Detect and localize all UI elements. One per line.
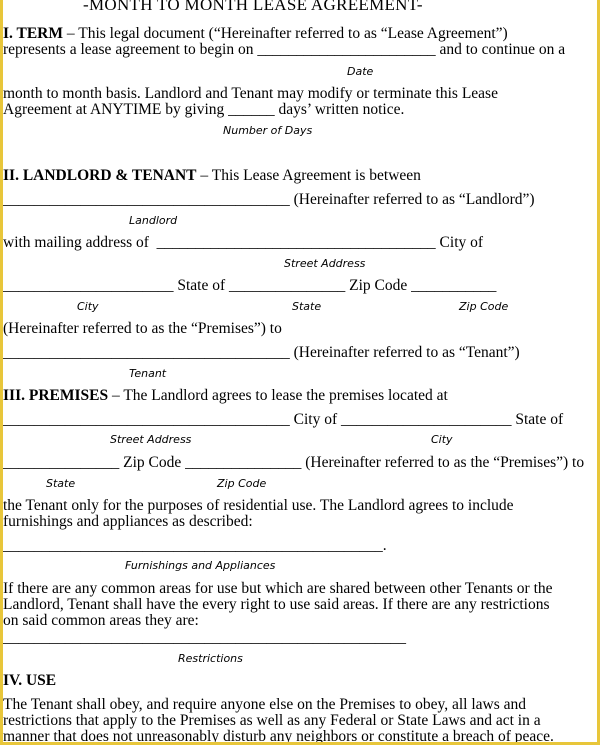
label-city: City <box>77 300 99 313</box>
label-zip-code: Zip Code <box>459 300 509 313</box>
label-zip-code: Zip Code <box>217 477 267 490</box>
label-state: State <box>46 477 76 490</box>
premises-line-3: _______________ Zip Code _______________ (Hereinafter referred to as the “Premises”) to <box>3 454 585 471</box>
premises-line-9: on said common areas they are: <box>3 612 199 629</box>
parties-line-6: _____________________________________ (Hereinafter referred to as “Tenant”) <box>3 344 520 361</box>
premises-line-8: Landlord, Tenant shall have the every right to use said areas. If there are any restrictions <box>3 596 550 613</box>
use-heading: IV. USE <box>3 672 57 689</box>
term-line-3: month to month basis. Landlord and Tenant may modify or terminate this Lease <box>3 85 498 102</box>
label-number-of-days: Number of Days <box>223 124 313 137</box>
label-city: City <box>431 433 453 446</box>
term-line-2: represents a lease agreement to begin on _______________________ and to continue on a <box>3 41 566 58</box>
label-landlord: Landlord <box>129 214 178 227</box>
parties-line-2: _____________________________________ (Hereinafter referred to as “Landlord”) <box>3 191 535 208</box>
premises-line-2: _____________________________________ City of ______________________ State of <box>3 411 564 428</box>
premises-line-1: III. PREMISES – The Landlord agrees to lease the premises located at <box>3 387 448 404</box>
label-street-address: Street Address <box>284 257 366 270</box>
use-line-3: manner that does not unreasonably disturb any neighbors or constitute a breach of peace. <box>3 728 554 745</box>
label-restrictions: Restrictions <box>178 652 243 665</box>
term-heading: I. TERM <box>3 25 64 42</box>
label-date: Date <box>347 65 374 78</box>
label-tenant: Tenant <box>129 367 167 380</box>
parties-line-1: II. LANDLORD & TENANT – This Lease Agreement is between <box>3 167 421 184</box>
use-line-2: restrictions that apply to the Premises as well as any Federal or State Laws and act in a <box>3 712 541 729</box>
premises-line-7: If there are any common areas for use but which are shared between other Tenants or the <box>3 580 553 597</box>
label-state: State <box>292 300 322 313</box>
premises-line-4: the Tenant only for the purposes of residential use. The Landlord agrees to include <box>3 497 514 514</box>
premises-line-5: furnishings and appliances as described: <box>3 513 253 530</box>
use-line-1: The Tenant shall obey, and require anyone else on the Premises to obey, all laws and <box>3 696 527 713</box>
label-street-address: Street Address <box>110 433 192 446</box>
label-furnishings-appliances: Furnishings and Appliances <box>125 559 276 572</box>
premises-line-6: _________________________________________________. <box>3 537 387 554</box>
parties-line-5: (Hereinafter referred to as the “Premises”) to <box>3 320 282 337</box>
document-title: -MONTH TO MONTH LEASE AGREEMENT- <box>83 0 423 14</box>
premises-line-10: ____________________________________________________ <box>3 629 406 646</box>
premises-heading: III. PREMISES <box>3 387 109 404</box>
term-line-1: I. TERM – This legal document (“Hereinafter referred to as “Lease Agreement”) <box>3 25 508 42</box>
parties-line-4: ______________________ State of _______________ Zip Code ___________ <box>3 277 497 294</box>
term-line-4: Agreement at ANYTIME by giving ______ days’ written notice. <box>3 101 405 118</box>
parties-heading: II. LANDLORD & TENANT <box>3 167 197 184</box>
parties-line-3: with mailing address of ____________________________________ City of <box>3 234 484 251</box>
